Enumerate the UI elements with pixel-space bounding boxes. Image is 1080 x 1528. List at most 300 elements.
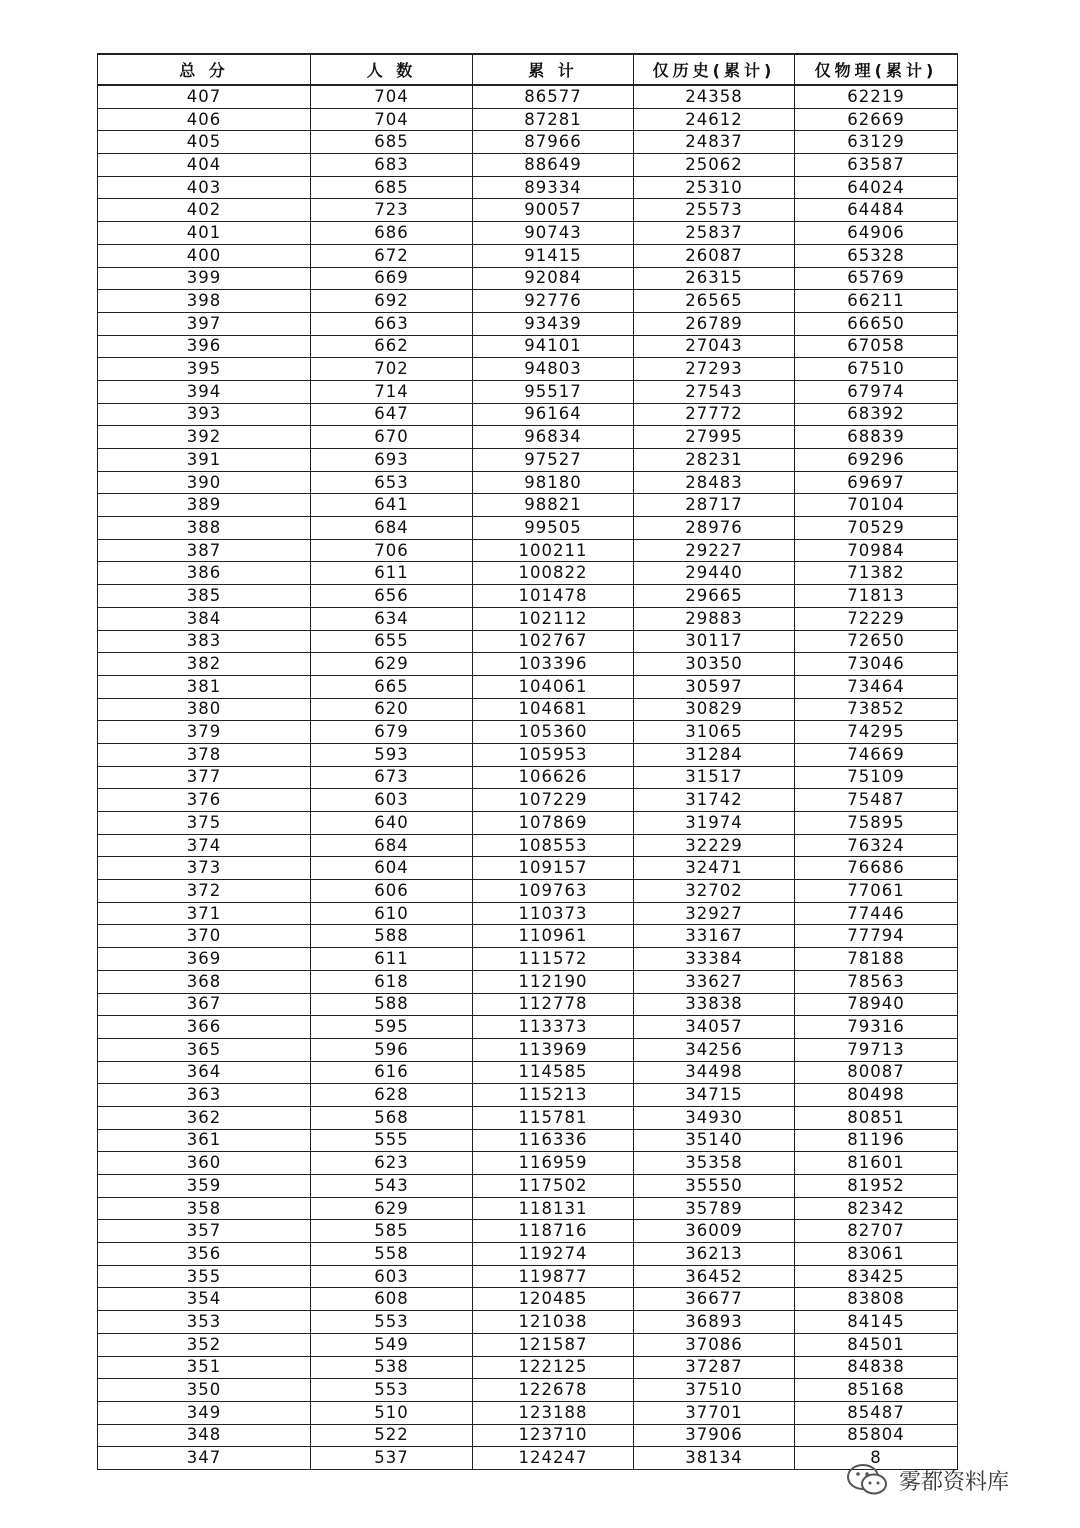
total-score-cell: 376	[98, 789, 311, 812]
count-cell: 683	[311, 154, 473, 177]
total-score-cell: 366	[98, 1016, 311, 1039]
count-cell: 568	[311, 1106, 473, 1129]
count-cell: 640	[311, 812, 473, 835]
table-row	[98, 1243, 958, 1266]
history-cumulative-cell: 27543	[634, 380, 795, 403]
physics-cumulative-cell: 67974	[795, 380, 958, 403]
count-cell: 647	[311, 403, 473, 426]
history-cumulative-cell: 29227	[634, 539, 795, 562]
physics-cumulative-cell: 73046	[795, 653, 958, 676]
physics-cumulative-cell: 81952	[795, 1175, 958, 1198]
total-score-cell: 404	[98, 154, 311, 177]
count-cell: 641	[311, 494, 473, 517]
total-score-cell: 398	[98, 290, 311, 313]
total-score-cell: 355	[98, 1265, 311, 1288]
cumulative-cell: 97527	[473, 449, 634, 472]
table-row	[98, 1220, 958, 1243]
history-cumulative-cell: 26565	[634, 290, 795, 313]
table-row	[98, 1265, 958, 1288]
history-cumulative-cell: 24358	[634, 85, 795, 108]
count-cell: 549	[311, 1333, 473, 1356]
table-row	[98, 834, 958, 857]
physics-cumulative-cell: 74295	[795, 721, 958, 744]
cumulative-cell: 110961	[473, 925, 634, 948]
physics-cumulative-cell: 77446	[795, 902, 958, 925]
history-cumulative-cell: 36893	[634, 1311, 795, 1334]
physics-cumulative-cell: 64024	[795, 176, 958, 199]
physics-cumulative-cell: 69697	[795, 471, 958, 494]
cumulative-cell: 107229	[473, 789, 634, 812]
total-score-cell: 386	[98, 562, 311, 585]
physics-cumulative-cell: 73464	[795, 675, 958, 698]
total-score-cell: 387	[98, 539, 311, 562]
history-cumulative-cell: 33167	[634, 925, 795, 948]
total-score-cell: 399	[98, 267, 311, 290]
table-row	[98, 653, 958, 676]
cumulative-cell: 104061	[473, 675, 634, 698]
physics-cumulative-cell: 78940	[795, 993, 958, 1016]
total-score-cell: 364	[98, 1061, 311, 1084]
history-cumulative-cell: 25310	[634, 176, 795, 199]
history-cumulative-cell: 34930	[634, 1106, 795, 1129]
cumulative-cell: 106626	[473, 766, 634, 789]
table-row	[98, 948, 958, 971]
physics-cumulative-cell: 62669	[795, 108, 958, 131]
history-cumulative-cell: 32927	[634, 902, 795, 925]
history-cumulative-cell: 35550	[634, 1175, 795, 1198]
table-row	[98, 1175, 958, 1198]
cumulative-cell: 113373	[473, 1016, 634, 1039]
physics-cumulative-cell: 68392	[795, 403, 958, 426]
history-cumulative-cell: 32229	[634, 834, 795, 857]
count-cell: 588	[311, 993, 473, 1016]
table-row	[98, 131, 958, 154]
physics-cumulative-cell: 68839	[795, 426, 958, 449]
physics-cumulative-cell: 85804	[795, 1424, 958, 1447]
physics-cumulative-cell: 75895	[795, 812, 958, 835]
watermark-text: 雾都资料库	[899, 1469, 1010, 1495]
table-row	[98, 358, 958, 381]
count-cell: 663	[311, 312, 473, 335]
total-score-cell: 401	[98, 222, 311, 245]
count-cell: 538	[311, 1356, 473, 1379]
history-cumulative-cell: 30829	[634, 698, 795, 721]
count-cell: 704	[311, 108, 473, 131]
physics-cumulative-cell: 78188	[795, 948, 958, 971]
history-cumulative-cell: 25573	[634, 199, 795, 222]
history-cumulative-cell: 37906	[634, 1424, 795, 1447]
count-cell: 595	[311, 1016, 473, 1039]
history-cumulative-cell: 26789	[634, 312, 795, 335]
table-row	[98, 1038, 958, 1061]
history-cumulative-cell: 24837	[634, 131, 795, 154]
cumulative-cell: 92084	[473, 267, 634, 290]
table-row	[98, 403, 958, 426]
table-row	[98, 312, 958, 335]
physics-cumulative-cell: 66650	[795, 312, 958, 335]
table-row	[98, 267, 958, 290]
table-row	[98, 766, 958, 789]
table-header-row	[98, 54, 958, 85]
physics-cumulative-cell: 76324	[795, 834, 958, 857]
cumulative-cell: 87966	[473, 131, 634, 154]
table-row	[98, 517, 958, 540]
table-row	[98, 925, 958, 948]
cumulative-cell: 117502	[473, 1175, 634, 1198]
count-cell: 623	[311, 1152, 473, 1175]
table-row	[98, 471, 958, 494]
history-cumulative-cell: 31065	[634, 721, 795, 744]
cumulative-cell: 105953	[473, 743, 634, 766]
count-cell: 558	[311, 1243, 473, 1266]
count-cell: 634	[311, 607, 473, 630]
count-cell: 585	[311, 1220, 473, 1243]
total-score-cell: 405	[98, 131, 311, 154]
count-cell: 611	[311, 562, 473, 585]
history-cumulative-cell: 30597	[634, 675, 795, 698]
physics-cumulative-cell: 70984	[795, 539, 958, 562]
table-row	[98, 993, 958, 1016]
physics-cumulative-cell: 83425	[795, 1265, 958, 1288]
cumulative-cell: 94803	[473, 358, 634, 381]
table-row	[98, 1401, 958, 1424]
count-cell: 608	[311, 1288, 473, 1311]
physics-cumulative-cell: 65328	[795, 244, 958, 267]
count-cell: 679	[311, 721, 473, 744]
total-score-cell: 356	[98, 1243, 311, 1266]
table-row	[98, 789, 958, 812]
table-row	[98, 1152, 958, 1175]
physics-cumulative-cell: 81601	[795, 1152, 958, 1175]
header-history-cumulative: 仅历史(累计)	[634, 54, 795, 85]
total-score-cell: 368	[98, 970, 311, 993]
total-score-cell: 347	[98, 1447, 311, 1470]
history-cumulative-cell: 36009	[634, 1220, 795, 1243]
table-row	[98, 1424, 958, 1447]
table-row	[98, 380, 958, 403]
physics-cumulative-cell: 77794	[795, 925, 958, 948]
table-row	[98, 970, 958, 993]
table-row	[98, 1084, 958, 1107]
physics-cumulative-cell: 64484	[795, 199, 958, 222]
total-score-cell: 354	[98, 1288, 311, 1311]
physics-cumulative-cell: 73852	[795, 698, 958, 721]
total-score-cell: 403	[98, 176, 311, 199]
physics-cumulative-cell: 84145	[795, 1311, 958, 1334]
cumulative-cell: 105360	[473, 721, 634, 744]
cumulative-cell: 100211	[473, 539, 634, 562]
history-cumulative-cell: 28717	[634, 494, 795, 517]
history-cumulative-cell: 27772	[634, 403, 795, 426]
cumulative-cell: 113969	[473, 1038, 634, 1061]
history-cumulative-cell: 24612	[634, 108, 795, 131]
history-cumulative-cell: 33384	[634, 948, 795, 971]
history-cumulative-cell: 37701	[634, 1401, 795, 1424]
count-cell: 522	[311, 1424, 473, 1447]
cumulative-cell: 96834	[473, 426, 634, 449]
total-score-cell: 362	[98, 1106, 311, 1129]
table-row	[98, 222, 958, 245]
count-cell: 655	[311, 630, 473, 653]
history-cumulative-cell: 34256	[634, 1038, 795, 1061]
cumulative-cell: 93439	[473, 312, 634, 335]
count-cell: 553	[311, 1379, 473, 1402]
cumulative-cell: 122125	[473, 1356, 634, 1379]
total-score-cell: 372	[98, 880, 311, 903]
header-count: 人 数	[311, 54, 473, 85]
count-cell: 629	[311, 1197, 473, 1220]
count-cell: 662	[311, 335, 473, 358]
count-cell: 593	[311, 743, 473, 766]
table-row	[98, 1061, 958, 1084]
total-score-cell: 388	[98, 517, 311, 540]
cumulative-cell: 87281	[473, 108, 634, 131]
physics-cumulative-cell: 63587	[795, 154, 958, 177]
history-cumulative-cell: 36213	[634, 1243, 795, 1266]
table-row	[98, 176, 958, 199]
cumulative-cell: 116959	[473, 1152, 634, 1175]
cumulative-cell: 92776	[473, 290, 634, 313]
total-score-cell: 370	[98, 925, 311, 948]
cumulative-cell: 122678	[473, 1379, 634, 1402]
physics-cumulative-cell: 80498	[795, 1084, 958, 1107]
total-score-cell: 393	[98, 403, 311, 426]
count-cell: 706	[311, 539, 473, 562]
cumulative-cell: 88649	[473, 154, 634, 177]
count-cell: 611	[311, 948, 473, 971]
physics-cumulative-cell: 72229	[795, 607, 958, 630]
physics-cumulative-cell: 77061	[795, 880, 958, 903]
table-row	[98, 1016, 958, 1039]
physics-cumulative-cell: 72650	[795, 630, 958, 653]
physics-cumulative-cell: 85487	[795, 1401, 958, 1424]
total-score-cell: 381	[98, 675, 311, 698]
cumulative-cell: 120485	[473, 1288, 634, 1311]
cumulative-cell: 119877	[473, 1265, 634, 1288]
physics-cumulative-cell: 71382	[795, 562, 958, 585]
physics-cumulative-cell: 78563	[795, 970, 958, 993]
cumulative-cell: 102767	[473, 630, 634, 653]
physics-cumulative-cell: 80087	[795, 1061, 958, 1084]
physics-cumulative-cell: 63129	[795, 131, 958, 154]
cumulative-cell: 111572	[473, 948, 634, 971]
history-cumulative-cell: 38134	[634, 1447, 795, 1470]
physics-cumulative-cell: 66211	[795, 290, 958, 313]
total-score-cell: 380	[98, 698, 311, 721]
cumulative-cell: 109763	[473, 880, 634, 903]
table-row	[98, 494, 958, 517]
history-cumulative-cell: 35140	[634, 1129, 795, 1152]
physics-cumulative-cell: 64906	[795, 222, 958, 245]
table-row	[98, 1197, 958, 1220]
table-row	[98, 1379, 958, 1402]
history-cumulative-cell: 36677	[634, 1288, 795, 1311]
total-score-cell: 369	[98, 948, 311, 971]
count-cell: 665	[311, 675, 473, 698]
count-cell: 684	[311, 517, 473, 540]
cumulative-cell: 115781	[473, 1106, 634, 1129]
cumulative-cell: 119274	[473, 1243, 634, 1266]
cumulative-cell: 114585	[473, 1061, 634, 1084]
total-score-cell: 373	[98, 857, 311, 880]
cumulative-cell: 121038	[473, 1311, 634, 1334]
cumulative-cell: 124247	[473, 1447, 634, 1470]
history-cumulative-cell: 27043	[634, 335, 795, 358]
cumulative-cell: 101478	[473, 585, 634, 608]
history-cumulative-cell: 32471	[634, 857, 795, 880]
table-row	[98, 244, 958, 267]
table-row	[98, 562, 958, 585]
history-cumulative-cell: 32702	[634, 880, 795, 903]
total-score-cell: 402	[98, 199, 311, 222]
cumulative-cell: 91415	[473, 244, 634, 267]
total-score-cell: 407	[98, 85, 311, 108]
count-cell: 537	[311, 1447, 473, 1470]
history-cumulative-cell: 28231	[634, 449, 795, 472]
history-cumulative-cell: 36452	[634, 1265, 795, 1288]
total-score-cell: 365	[98, 1038, 311, 1061]
count-cell: 714	[311, 380, 473, 403]
table-row	[98, 108, 958, 131]
total-score-cell: 382	[98, 653, 311, 676]
history-cumulative-cell: 30350	[634, 653, 795, 676]
count-cell: 620	[311, 698, 473, 721]
count-cell: 693	[311, 449, 473, 472]
score-distribution-table	[97, 53, 958, 1470]
count-cell: 616	[311, 1061, 473, 1084]
total-score-cell: 383	[98, 630, 311, 653]
history-cumulative-cell: 37510	[634, 1379, 795, 1402]
table-row	[98, 743, 958, 766]
history-cumulative-cell: 35358	[634, 1152, 795, 1175]
history-cumulative-cell: 31517	[634, 766, 795, 789]
physics-cumulative-cell: 79316	[795, 1016, 958, 1039]
count-cell: 596	[311, 1038, 473, 1061]
cumulative-cell: 107869	[473, 812, 634, 835]
cumulative-cell: 104681	[473, 698, 634, 721]
count-cell: 669	[311, 267, 473, 290]
count-cell: 670	[311, 426, 473, 449]
physics-cumulative-cell: 69296	[795, 449, 958, 472]
total-score-cell: 360	[98, 1152, 311, 1175]
history-cumulative-cell: 29440	[634, 562, 795, 585]
history-cumulative-cell: 37287	[634, 1356, 795, 1379]
count-cell: 673	[311, 766, 473, 789]
total-score-cell: 350	[98, 1379, 311, 1402]
count-cell: 588	[311, 925, 473, 948]
count-cell: 653	[311, 471, 473, 494]
cumulative-cell: 116336	[473, 1129, 634, 1152]
history-cumulative-cell: 28976	[634, 517, 795, 540]
table-row	[98, 1447, 958, 1470]
table-row	[98, 1106, 958, 1129]
total-score-cell: 348	[98, 1424, 311, 1447]
cumulative-cell: 98180	[473, 471, 634, 494]
total-score-cell: 389	[98, 494, 311, 517]
table-row	[98, 1288, 958, 1311]
wechat-icon	[845, 1461, 891, 1499]
total-score-cell: 361	[98, 1129, 311, 1152]
count-cell: 553	[311, 1311, 473, 1334]
total-score-cell: 384	[98, 607, 311, 630]
total-score-cell: 392	[98, 426, 311, 449]
table-row	[98, 199, 958, 222]
table-row	[98, 1129, 958, 1152]
history-cumulative-cell: 33838	[634, 993, 795, 1016]
history-cumulative-cell: 34057	[634, 1016, 795, 1039]
table-row	[98, 85, 958, 108]
physics-cumulative-cell: 67510	[795, 358, 958, 381]
physics-cumulative-cell: 71813	[795, 585, 958, 608]
physics-cumulative-cell: 74669	[795, 743, 958, 766]
count-cell: 555	[311, 1129, 473, 1152]
table-row	[98, 290, 958, 313]
table-row	[98, 426, 958, 449]
table-body	[98, 85, 958, 1469]
history-cumulative-cell: 35789	[634, 1197, 795, 1220]
history-cumulative-cell: 31742	[634, 789, 795, 812]
physics-cumulative-cell: 82342	[795, 1197, 958, 1220]
total-score-cell: 359	[98, 1175, 311, 1198]
cumulative-cell: 115213	[473, 1084, 634, 1107]
physics-cumulative-cell: 84838	[795, 1356, 958, 1379]
table-row	[98, 1311, 958, 1334]
physics-cumulative-cell: 75109	[795, 766, 958, 789]
count-cell: 685	[311, 131, 473, 154]
watermark	[845, 1458, 1009, 1502]
total-score-cell: 390	[98, 471, 311, 494]
count-cell: 686	[311, 222, 473, 245]
physics-cumulative-cell: 8	[795, 1447, 958, 1470]
count-cell: 685	[311, 176, 473, 199]
cumulative-cell: 90057	[473, 199, 634, 222]
physics-cumulative-cell: 84501	[795, 1333, 958, 1356]
count-cell: 603	[311, 789, 473, 812]
physics-cumulative-cell: 65769	[795, 267, 958, 290]
physics-cumulative-cell: 75487	[795, 789, 958, 812]
cumulative-cell: 96164	[473, 403, 634, 426]
cumulative-cell: 121587	[473, 1333, 634, 1356]
cumulative-cell: 123710	[473, 1424, 634, 1447]
cumulative-cell: 100822	[473, 562, 634, 585]
history-cumulative-cell: 27995	[634, 426, 795, 449]
physics-cumulative-cell: 83808	[795, 1288, 958, 1311]
table-row	[98, 880, 958, 903]
count-cell: 723	[311, 199, 473, 222]
header-cumulative: 累 计	[473, 54, 634, 85]
total-score-cell: 394	[98, 380, 311, 403]
total-score-cell: 353	[98, 1311, 311, 1334]
score-table-container	[97, 53, 957, 1470]
total-score-cell: 397	[98, 312, 311, 335]
physics-cumulative-cell: 81196	[795, 1129, 958, 1152]
count-cell: 704	[311, 85, 473, 108]
count-cell: 604	[311, 857, 473, 880]
history-cumulative-cell: 31974	[634, 812, 795, 835]
total-score-cell: 357	[98, 1220, 311, 1243]
count-cell: 628	[311, 1084, 473, 1107]
total-score-cell: 400	[98, 244, 311, 267]
physics-cumulative-cell: 70104	[795, 494, 958, 517]
total-score-cell: 371	[98, 902, 311, 925]
cumulative-cell: 99505	[473, 517, 634, 540]
total-score-cell: 396	[98, 335, 311, 358]
table-row	[98, 449, 958, 472]
cumulative-cell: 86577	[473, 85, 634, 108]
total-score-cell: 377	[98, 766, 311, 789]
count-cell: 510	[311, 1401, 473, 1424]
table-row	[98, 539, 958, 562]
